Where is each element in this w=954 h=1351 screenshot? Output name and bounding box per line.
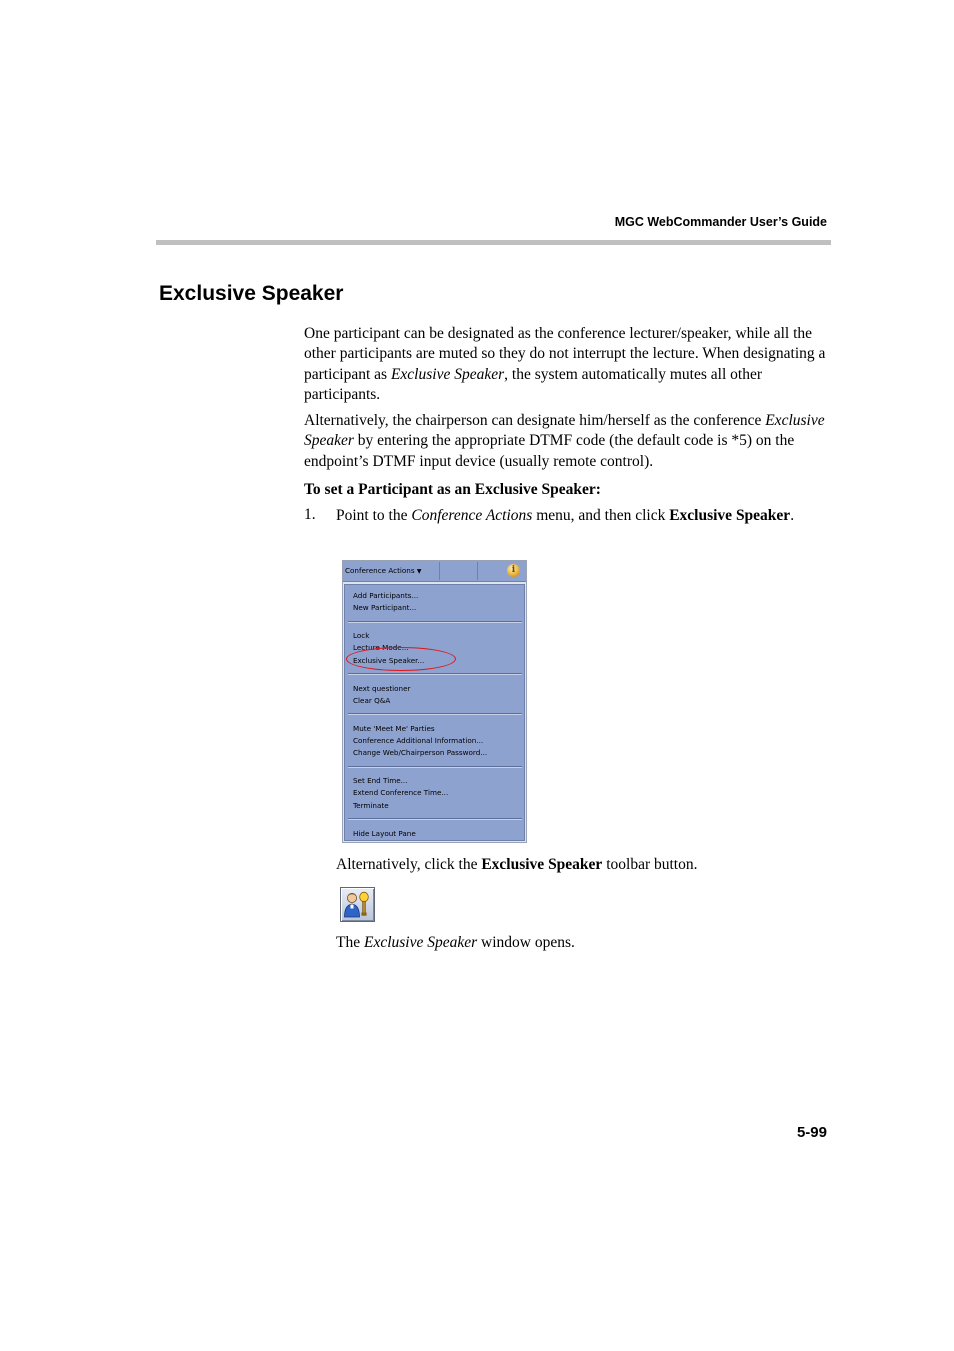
menu-dropdown <box>344 584 525 841</box>
menu-bar-spacer <box>442 562 478 580</box>
menu-item-change-password[interactable]: Change Web/Chairperson Password... <box>353 748 488 757</box>
header-rule <box>156 240 831 245</box>
text-run: Point to the <box>336 507 412 524</box>
menu-item-lecture-mode[interactable]: Lecture Mode... <box>353 643 409 652</box>
menu-item-add-participants[interactable]: Add Participants... <box>353 591 419 600</box>
text-run: toolbar button. <box>602 856 698 873</box>
info-icon: i <box>507 564 520 577</box>
result-text <box>336 934 575 952</box>
chairperson-paragraph <box>304 411 829 472</box>
menu-bar-label: Conference Actions <box>345 566 415 575</box>
text-run: One participant can be designated as the conference lecturer/speaker, while all the other participants are muted so they do not interrupt the lecture. When designating a participant as <box>304 325 826 383</box>
section-title: Exclusive Speaker <box>159 282 344 305</box>
term-exclusive-speaker: Exclusive Speaker <box>390 365 505 383</box>
menu-item-exclusive-speaker[interactable]: Exclusive Speaker... <box>353 656 425 665</box>
page-number: 5-99 <box>796 1124 827 1141</box>
command-name: Exclusive Speaker <box>669 507 791 524</box>
step-number: 1. <box>304 506 316 523</box>
info-button[interactable] <box>478 562 525 580</box>
menu-item-set-end-time[interactable]: Set End Time... <box>353 776 408 785</box>
text-run: , the system automatically mutes all other participants. <box>304 365 762 403</box>
menu-bar <box>343 561 526 582</box>
menu-item-conference-additional-information[interactable]: Conference Additional Information... <box>353 736 484 745</box>
menu-separator <box>348 766 522 768</box>
text-run: by entering the appropriate DTMF code (the default code is *5) on the endpoint’s DTMF input device (usually remote control). <box>304 432 795 470</box>
menu-item-hide-layout-pane[interactable]: Hide Layout Pane <box>353 829 416 838</box>
step-1-text <box>336 506 806 526</box>
menu-item-mute-meet-me-parties[interactable]: Mute 'Meet Me' Parties <box>353 724 435 733</box>
menu-item-next-questioner[interactable]: Next questioner <box>353 684 411 693</box>
text-run: Alternatively, click the <box>336 856 482 873</box>
text-run: menu, and then click <box>532 507 670 524</box>
text-run: window opens. <box>477 934 575 951</box>
menu-separator <box>348 713 522 715</box>
conference-actions-menu-screenshot <box>342 560 527 843</box>
procedure-heading: To set a Participant as an Exclusive Speaker: <box>304 481 601 498</box>
text-run: . <box>790 507 795 524</box>
menu-item-clear-qa[interactable]: Clear Q&A <box>353 696 391 705</box>
text-run: Alternatively, the chairperson can designate him/herself as the conference <box>304 412 766 429</box>
alternative-instruction <box>336 856 697 874</box>
menu-name: Conference Actions <box>411 507 533 524</box>
menu-item-terminate[interactable]: Terminate <box>353 801 389 810</box>
menu-item-lock[interactable]: Lock <box>353 631 370 640</box>
intro-paragraph <box>304 324 829 405</box>
menu-separator <box>348 818 522 820</box>
menu-separator <box>348 621 522 623</box>
exclusive-speaker-toolbar-button[interactable] <box>340 887 375 922</box>
chevron-down-icon: ▼ <box>416 568 422 575</box>
text-run: The <box>336 934 364 951</box>
running-header: MGC WebCommander User’s Guide <box>614 215 827 229</box>
conference-actions-menu-button[interactable] <box>344 562 440 580</box>
menu-separator <box>348 673 522 675</box>
term-exclusive-speaker: Exclusive Speaker <box>304 412 825 450</box>
menu-item-new-participant[interactable]: New Participant... <box>353 603 417 612</box>
menu-item-extend-conference-time[interactable]: Extend Conference Time... <box>353 788 449 797</box>
command-name: Exclusive Speaker <box>481 856 603 873</box>
exclusive-speaker-icon <box>341 888 374 921</box>
window-name: Exclusive Speaker <box>363 934 478 951</box>
highlight-ellipse <box>346 647 456 671</box>
